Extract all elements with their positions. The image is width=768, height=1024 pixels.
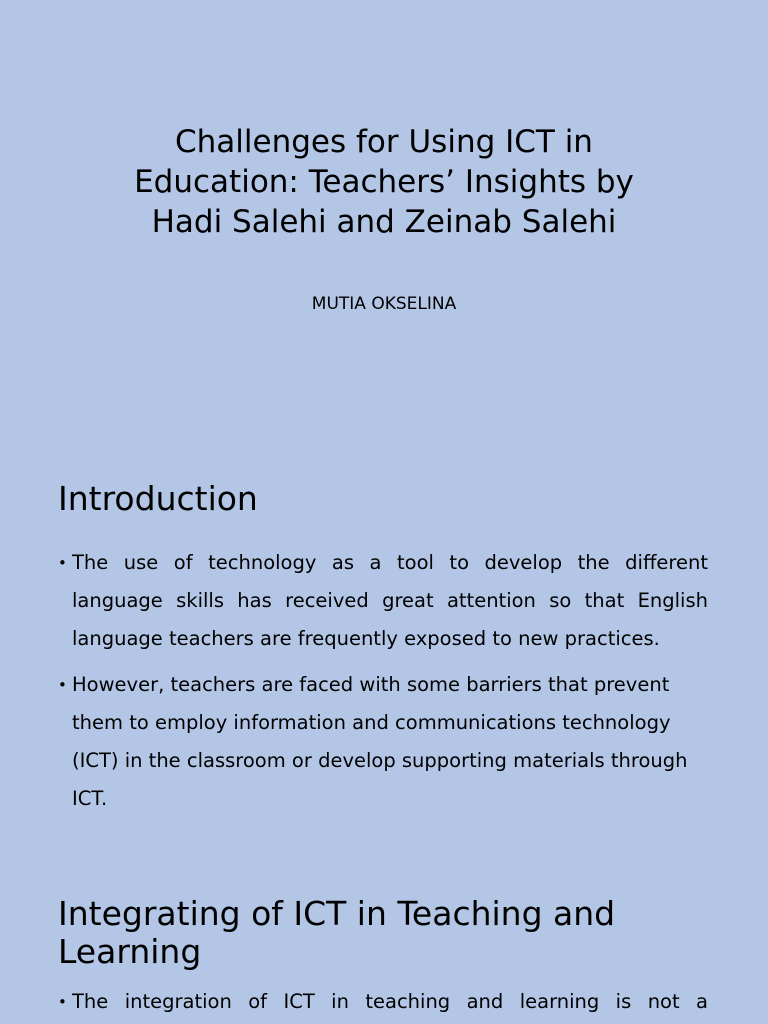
bullet-text: However, teachers are faced with some barriers that prevent them to employ information and communications technology (ICT) in the classroom or develop supporting materials through ICT. bbox=[72, 673, 688, 810]
bullet-icon: • bbox=[58, 676, 67, 694]
bullet-item bbox=[58, 983, 708, 1021]
bullet-text: The use of technology as a tool to develop the different language skills has received great attention so that English language teachers are frequently exposed to new practices. bbox=[72, 551, 708, 650]
title-line: Hadi Salehi and Zeinab Salehi bbox=[151, 204, 617, 240]
author-name: MUTIA OKSELINA bbox=[311, 294, 457, 314]
introduction-slide bbox=[0, 430, 768, 840]
bullet-text: The integration of ICT in teaching and learning is not a bbox=[72, 990, 708, 1013]
title-line: Education: Teachers’ Insights by bbox=[134, 164, 634, 200]
bullet-icon: • bbox=[58, 554, 67, 572]
integrating-ict-slide bbox=[0, 840, 768, 1024]
slide-heading bbox=[58, 895, 615, 971]
bullet-icon: • bbox=[58, 993, 67, 1011]
title-slide bbox=[0, 0, 768, 430]
presentation-title bbox=[60, 122, 708, 242]
heading-line: Integrating of ICT in Teaching and bbox=[58, 894, 616, 933]
title-line: Challenges for Using ICT in bbox=[175, 124, 593, 160]
slide-heading: Introduction bbox=[58, 479, 258, 518]
bullet-list bbox=[58, 983, 708, 1021]
heading-line: Learning bbox=[58, 932, 202, 971]
bullet-item bbox=[58, 666, 708, 818]
bullet-item bbox=[58, 544, 708, 658]
bullet-list bbox=[58, 544, 708, 818]
